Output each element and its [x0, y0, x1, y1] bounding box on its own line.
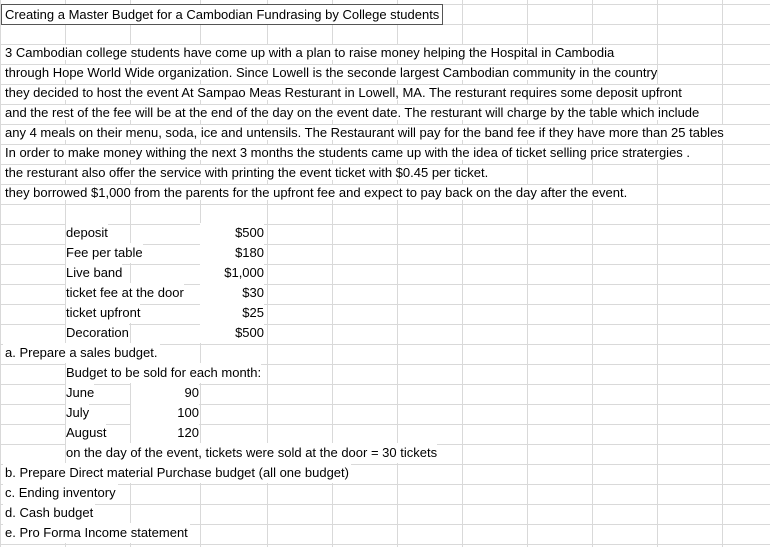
paragraph-text: In order to make money withing the next 3 months the students came up with the idea of ticket selling price stratergies .	[5, 145, 691, 160]
month-qty-august[interactable]: 120	[131, 423, 199, 443]
budget-heading[interactable]: Budget to be sold for each month:	[66, 363, 261, 383]
question-a[interactable]: a. Prepare a sales budget.	[3, 343, 160, 363]
question-d[interactable]: d. Cash budget	[3, 503, 95, 523]
column-gridline	[722, 0, 723, 547]
cost-label-ticket-fee-door[interactable]: ticket fee at the door	[66, 283, 184, 303]
month-qty-june[interactable]: 90	[131, 383, 199, 403]
cost-label-ticket-upfront[interactable]: ticket upfront	[66, 303, 140, 323]
paragraph-text: 3 Cambodian college students have come up with a plan to raise money helping the Hospital in Cambodia	[5, 45, 615, 60]
paragraph-line[interactable]	[3, 163, 490, 183]
cost-value-ticket-upfront[interactable]: $25	[200, 303, 264, 323]
cost-value-fee-per-table[interactable]: $180	[200, 243, 264, 263]
paragraph-line[interactable]	[3, 43, 616, 63]
paragraph-line[interactable]	[3, 123, 726, 143]
sheet-title[interactable]: Creating a Master Budget for a Cambodian Fundrasing by College students	[1, 4, 443, 25]
question-c[interactable]: c. Ending inventory	[3, 483, 118, 503]
paragraph-text: through Hope World Wide organization. Since Lowell is the seconde largest Cambodian community in the country	[5, 65, 658, 80]
cost-label-live-band[interactable]: Live band	[66, 263, 122, 283]
paragraph-line[interactable]	[3, 103, 701, 123]
paragraph-line[interactable]	[3, 183, 629, 203]
paragraph-line[interactable]	[3, 63, 659, 83]
month-label-july[interactable]: July	[66, 403, 89, 423]
paragraph-text: the resturant also offer the service with printing the event ticket with $0.45 per ticket.	[5, 165, 489, 180]
cost-value-ticket-fee-door[interactable]: $30	[200, 283, 264, 303]
cost-value-deposit[interactable]: $500	[200, 223, 264, 243]
paragraph-text: any 4 meals on their menu, soda, ice and untensils. The Restaurant will pay for the band fee if they have more than 25 tables	[5, 125, 724, 140]
cost-value-decoration[interactable]: $500	[200, 323, 264, 343]
question-b[interactable]: b. Prepare Direct material Purchase budget (all one budget)	[3, 463, 351, 483]
month-label-june[interactable]: June	[66, 383, 94, 403]
paragraph-text: they decided to host the event At Sampao Meas Resturant in Lowell, MA. The resturant requires some deposit upfront	[5, 85, 682, 100]
paragraph-line[interactable]	[3, 83, 684, 103]
paragraph-text: they borrowed $1,000 from the parents for the upfront fee and expect to pay back on the day after the event.	[5, 185, 628, 200]
cost-label-fee-per-table[interactable]: Fee per table	[66, 243, 143, 263]
event-day-note[interactable]: on the day of the event, tickets were sold at the door = 30 tickets	[66, 443, 437, 463]
cost-label-deposit[interactable]: deposit	[66, 223, 108, 243]
month-label-august[interactable]: August	[66, 423, 106, 443]
cost-label-decoration[interactable]: Decoration	[66, 323, 129, 343]
paragraph-text: and the rest of the fee will be at the end of the day on the event date. The resturant will charge by the table which include	[5, 105, 700, 120]
cost-value-live-band[interactable]: $1,000	[200, 263, 264, 283]
column-gridline	[0, 0, 1, 547]
month-qty-july[interactable]: 100	[131, 403, 199, 423]
paragraph-line[interactable]	[3, 143, 692, 163]
question-e[interactable]: e. Pro Forma Income statement	[3, 523, 190, 543]
